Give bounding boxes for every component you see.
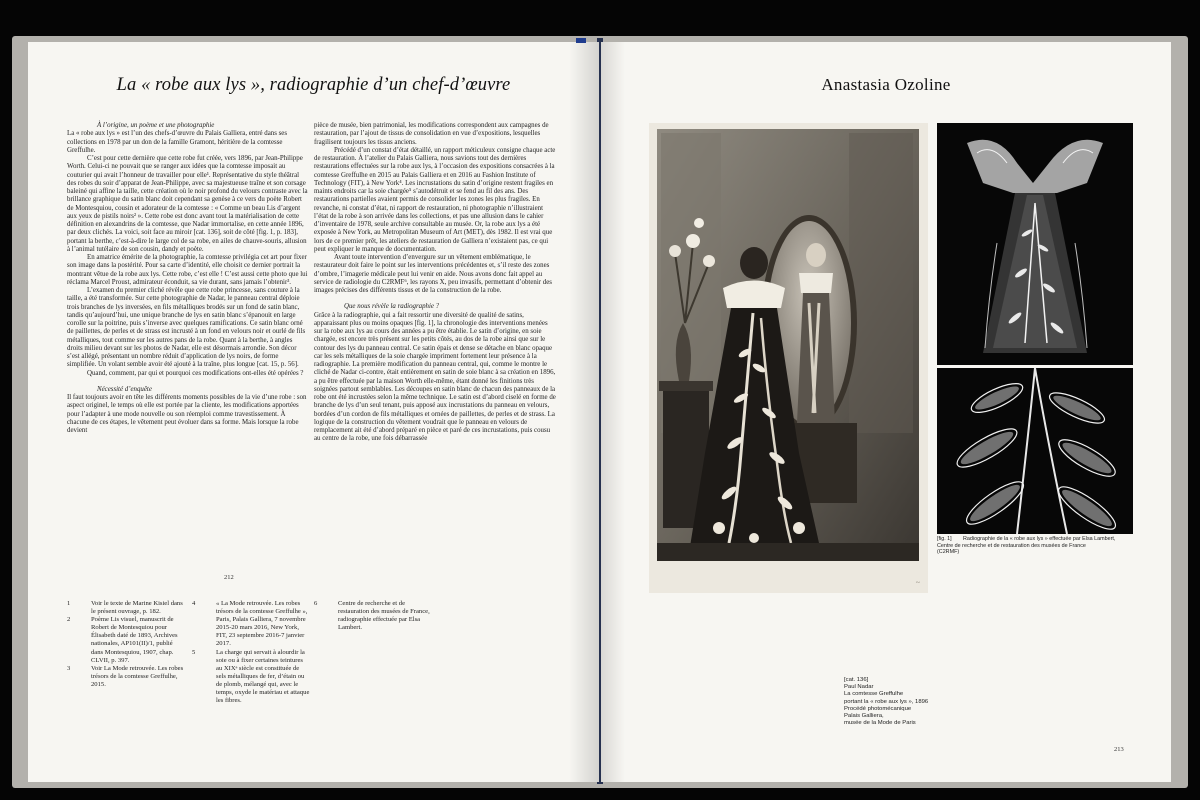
body-paragraph: Quand, comment, par qui et pourquoi ces modifications ont-elles été opérées ? xyxy=(87,369,304,377)
footnote-text: Centre de recherche et de restauration des musées de France, radiographie effectuée par Elsa Lambert. xyxy=(338,600,430,632)
author-name: Anastasia Ozoline xyxy=(821,75,951,94)
catalogue-caption-line: [cat. 136] xyxy=(844,677,869,683)
figure-caption-line-2: Centre de recherche et de restauration des musées de France xyxy=(937,542,1086,549)
radiograph-detail-image xyxy=(937,368,1133,534)
catalogue-caption-line: Palais Galliera, xyxy=(844,713,884,720)
footnote-number: 3 xyxy=(67,664,71,672)
nadar-photograph xyxy=(649,123,928,593)
footnote-text: Voir le texte de Marine Kisiel dans le présent ouvrage, p. 182. xyxy=(91,600,183,616)
footnote-text: Voir La Mode retrouvée. Les robes trésors de la comtesse Greffulhe, 2015. xyxy=(91,664,184,688)
catalogue-caption-line: Procédé photomécanique xyxy=(844,705,912,712)
body-paragraph: Précédé d’un constat d’état détaillé, un rapport méticuleux consigne chaque acte de restauration. À l’atelier du Palais Galliera, nous savions tout des dernières restaurations effectuées sur la robe aux lys, à l’occasion des expositions consacrées à la comtesse Greffulhe en 2015 au Palais Galliera et en 2016 au Fashion Institute of Technology (FIT), à New York⁴. Les incrustations du satin d’origine restent fragiles en maints endroits car la soie chargée⁵ s’autodétruit et se fend au fil des ans. Des restaurations partielles avaient permis de consolider les zones les plus fragiles. En revanche, ni constat d’état, ni rapport de restauration, ni photographie n’illustraient l’état de la robe à son arrivée dans les collections, et pas une allusion dans le cahier d’inventaire de 1978, seule archive consultable au musée. Or, la robe aux lys a été exposée à New York, au Metropolitan Museum of Art (MET), dès 1982. Il est vrai que lors de ce premier prêt, les ateliers de restauration de Galliera n’existaient pas, ce qui peut expliquer le manque de documentation. xyxy=(314,146,556,253)
gutter-shadow-right xyxy=(601,42,625,782)
catalogue-caption-line: La comtesse Greffulhe xyxy=(844,691,904,698)
section-subheading: Nécessité d’enquête xyxy=(97,385,152,393)
figure-label: [fig. 1] xyxy=(937,536,952,542)
footnote xyxy=(67,600,185,616)
footnotes-column-3 xyxy=(314,600,432,632)
body-paragraph: pièce de musée, bien patrimonial, les modifications correspondent aux campagnes de restauration, par l’ajout de tissus de consolidation en vue d’expositions, lesquelles fragilisent toujours les tissus anciens. xyxy=(314,122,549,146)
gutter-shadow-left xyxy=(569,42,599,782)
footnote-number: 1 xyxy=(67,600,71,607)
footnote xyxy=(192,600,310,649)
body-paragraph: Avant toute intervention d’envergure sur un vêtement emblématique, le restaurateur doit faire le point sur les interventions précédentes et, s’il reste des zones d’ombre, l’imagerie médicale peut lui venir en aide. Nous avons donc fait appel au service de radiologie du C2RMF⁶, les rayons X, peu invasifs, permettant d’obtenir des images précises des différents tissus et de la construction de la robe. xyxy=(314,254,552,294)
footnote-text: La charge qui servait à alourdir la soie ou à fixer certaines teintures au XIXᵉ siècle est constituée de sels métalliques de fer, d’étain ou de plomb, mélangé qui, avec le temps, oxyde le matériau et attaque les fibres. xyxy=(216,648,310,705)
footnote xyxy=(67,616,185,665)
photographer-signature: ~ xyxy=(915,578,920,587)
body-paragraph: L’examen du premier cliché révèle que cette robe princesse, sans couture à la taille, a été transformée. Sur cette photographie de Nadar, le panneau central déploie trois branches de lys inversées, en fils métalliques brodés sur un fond de satin blanc, tandis qu’aujourd’hui, une unique branche de lys en satin blanc s’épanouit en large corolle sur la poitrine, puis s’inverse avec quelques ramifications. Ce satin blanc orné de paillettes, de perles et de strass est incrusté à un fond en velours noir et ourlé de fils métalliques, tout comme sur les autres pans de la robe. Quant à la berthe, à angles droits milieu devant sur les photos de Nadar, elle est désormais arrondie. Son décor s’est allégé, présentant un nombre réduit d’application de lys noirs, de forme simplifiée. Un volant semble avoir été ajouté à la traîne, plus longue [cat. 15, p. 56]. xyxy=(67,287,306,369)
bookmark-ribbon xyxy=(576,38,586,43)
section-subheading: À l’origine, un poème et une photographie xyxy=(97,122,215,129)
footnote xyxy=(314,600,432,632)
footnotes-column-1 xyxy=(67,600,185,689)
page-number-left: 212 xyxy=(224,574,234,581)
body-paragraph: Il faut toujours avoir en tête les différents moments possibles de la vie d’une robe : son aspect originel, le temps où elle est portée par la cliente, les modifications apportées pour l’adapter à une mode nouvelle ou son réemploi comme travestissement. À chacune de ces étapes, le vêtement peut évoluer dans sa forme. Mais lorsque la robe devient xyxy=(67,394,307,434)
catalogue-caption-line: portant la « robe aux lys », 1896 xyxy=(844,698,929,705)
radiograph-dress-image xyxy=(937,123,1133,365)
footnotes-column-2 xyxy=(192,600,310,705)
footnote-number: 4 xyxy=(192,600,196,607)
photograph-image xyxy=(649,123,928,593)
catalogue-caption xyxy=(844,677,928,727)
text-column-2 xyxy=(314,122,556,444)
figure-caption xyxy=(937,536,1137,556)
body-paragraph: Grâce à la radiographie, qui a fait ressortir une diversité de qualité de satins, apparaissant plus ou moins opaques [fig. 1], la chronologie des interventions menées sur la robe aux lys au cours des années a pu être établie. Le satin d’origine, en soie chargée, est encore très présent sur les petits côtés, au dos de la robe ainsi que sur le contour des lys du panneau central. Ce satin épais et dense se détache en blanc opaque car les sels métalliques de la soie chargée impriment fortement leur présence à la radiographie. La première modification du panneau central, qui, comme le montre le cliché de Nadar ci-contre, était entièrement en satin de soie blanc à sa création en 1896, a pu être effectuée par la maison Worth elle-même, étant donné les finitions très soignées partout semblables. Les découpes en satin blanc de chacun des panneaux de la robe ont été incrustées selon la même technique. Le satin est d’abord ciselé en forme de branche de lys d’un seul tenant, puis apposé aux incrustations du panneau en velours, bordées d’un cordon de fils métalliques et ornées de paillettes, de perles et de strass. La logique de la construction du vêtement voudrait que le panneau en velours de remplacement ait été d’abord préparé en pièce et paré de ces incrustations, puis cousu au centre de la robe, une fois débarrassée xyxy=(314,311,556,443)
footnote-number: 2 xyxy=(67,616,71,624)
radiograph-full-dress xyxy=(937,123,1133,365)
right-page xyxy=(601,42,1171,782)
text-column-1 xyxy=(67,122,309,435)
left-page xyxy=(28,42,599,782)
figure-caption-line-1: Radiographie de la « robe aux lys » effectuée par Elsa Lambert, xyxy=(963,536,1116,542)
footnote-text: Poème Lis visuel, manuscrit de Robert de Montesquiou pour Élisabeth daté de 1893, Archives nationales, AP101(II)/1, publié dans Montesquiou, 1907, chap. CLVII, p. 397. xyxy=(91,616,178,664)
footnote xyxy=(192,649,310,706)
catalogue-caption-line: Paul Nadar xyxy=(844,684,874,691)
radiograph-detail xyxy=(937,368,1133,534)
body-paragraph: C’est pour cette dernière que cette robe fut créée, vers 1896, par Jean-Philippe Worth. Celui-ci ne pouvait que se ranger aux idées que la comtesse imposait au couturier qui avait l’honneur de travailler pour elle¹. Représentative du style théâtral des robes du soir d’apparat de Jean-Philippe, avec sa majestueuse traîne et son corsage baleiné qui affine la taille, cette création où le noir profond du velours contraste avec la brillance graphique du satin blanc doit cependant sa genèse à ce vers du poète Robert de Montesquiou, cousin et adorateur de la comtesse : « Comme un beau Lis d’argent aux yeux de pistils noirs² ». Cette robe est donc avant tout la matérialisation de cette définition en alexandrins de la comtesse, que Nadar immortalise, en cette année 1896, par deux clichés. La voici, soit face au miroir [cat. 136], soit de côté [fig. 1, p. 183], portant la berthe, c’est-à-dire le large col de sa robe, en ailes de chauve-souris, allusion à l’animal tutélaire de son cousin, dandy et poète. xyxy=(67,155,308,253)
footnote-number: 5 xyxy=(192,648,196,656)
body-paragraph: En amatrice émérite de la photographie, la comtesse privilégia cet art pour fixer son image dans la postérité. Pour sa carte d’identité, elle choisit ce dernier portrait la montrant vêtue de la robe aux lys. Cette robe, c’est elle ! C’est aussi cette photo que lui réclama Marcel Proust, admirateur éconduit, sa vie durant, sans jamais l’obtenir³. xyxy=(67,254,308,286)
footnote-number: 6 xyxy=(314,600,318,607)
section-subheading: Que nous révèle la radiographie ? xyxy=(344,303,440,311)
figure-caption-line-3: (C2RMF) xyxy=(937,549,960,556)
body-paragraph: La « robe aux lys » est l’un des chefs-d’œuvre du Palais Galliera, entré dans ses collections en 1978 par un don de la famille Gramont, héritière de la comtesse Greffulhe. xyxy=(67,130,288,154)
footnote-text: « La Mode retrouvée. Les robes trésors de la comtesse Greffulhe », Paris, Palais Galliera, 7 novembre 2015-20 mars 2016, New York, FIT, 23 septembre 2016-7 janvier 2017. xyxy=(216,600,308,648)
page-number-right: 213 xyxy=(1114,746,1124,753)
catalogue-caption-line: musée de la Mode de Paris xyxy=(844,720,916,727)
footnote xyxy=(67,665,185,689)
article-title: La « robe aux lys », radiographie d’un chef-d’œuvre xyxy=(116,75,511,95)
